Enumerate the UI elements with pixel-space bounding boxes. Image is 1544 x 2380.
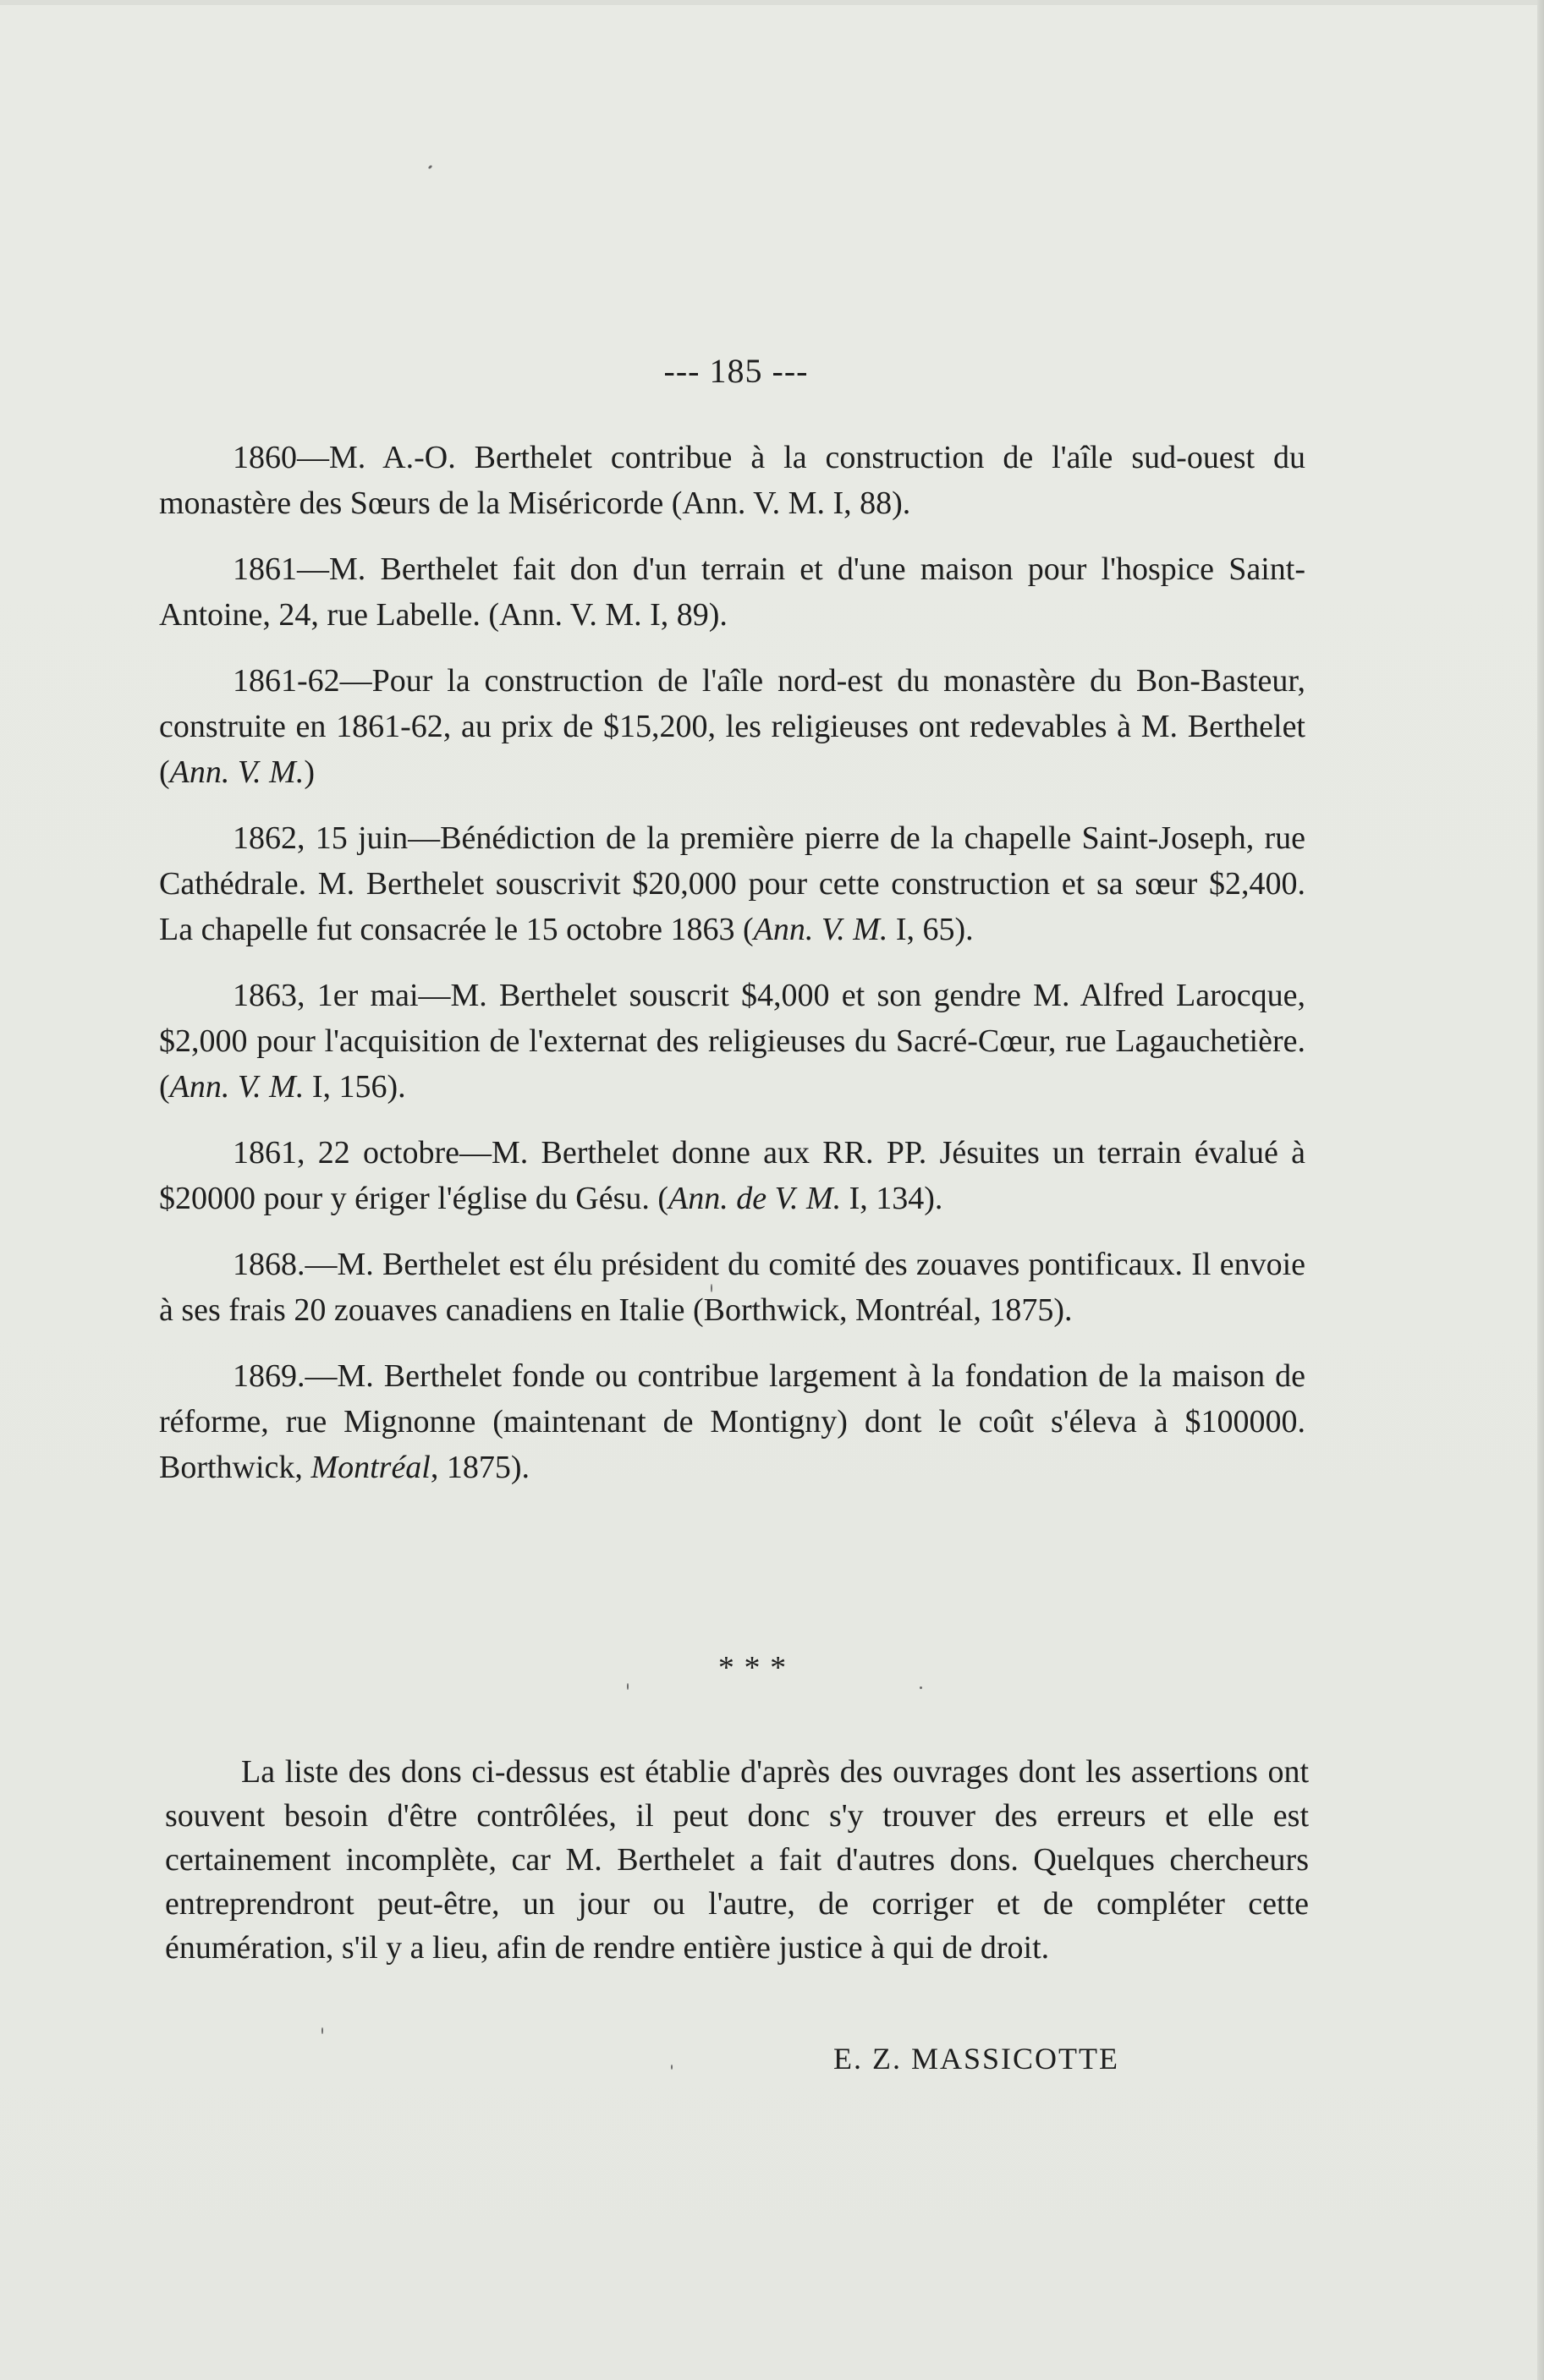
paper-speck [671,2065,673,2070]
entry-text: 1861-62—Pour la construction de l'aîle nord-est du monastère du Bon-Basteur, construite en 1861-62, au prix de $15,200, les religieuses ont redevables à M. Berthelet ( [159,663,1305,790]
paper-speck [321,2027,323,2034]
conclusion-paragraph: La liste des dons ci-dessus est établie d'après des ouvrages dont les assertions ont souvent besoin d'être contrôlées, il peut donc s'y trouver des erreurs et elle est certainement incomplète, car M. Berthelet a fait d'autres dons. Quelques chercheurs entreprendront peut-être, un jour ou l'autre, de corriger et de compléter cette énumération, s'il y a lieu, afin de rendre entière justice à qui de droit. [165,1754,1309,1966]
entry-1861-hospice [159,546,1305,638]
entry-1861-62 [159,658,1305,795]
author-signature: E. Z. MASSICOTTE [833,2042,1119,2076]
entry-text: 1868.—M. Berthelet est élu président du comité des zouaves pontificaux. Il envoie à ses frais 20 zouaves canadiens en Italie (Borthwick, Montréal, 1875). [159,1247,1305,1328]
entry-text-tail: I, 134). [841,1181,943,1216]
paper-speck [627,1683,629,1690]
entry-1861-gesu [159,1130,1305,1221]
citation-italic: Montréal [310,1450,431,1485]
entry-1863 [159,973,1305,1110]
citation-italic: Ann. de V. M. [668,1181,842,1216]
citation-italic: Ann. V. M. [169,1069,305,1105]
entry-1868 [159,1242,1305,1333]
page-right-edge [1537,0,1544,2380]
entry-1862 [159,815,1305,952]
paper-speck [711,1284,712,1292]
entry-text: 1863, 1er mai—M. Berthelet souscrit $4,000 et son gendre M. Alfred Larocque, $2,000 pour l'acquisition de l'externat des religieuses du Sacré-Cœur, rue Lagauchetière. ( [159,978,1305,1105]
entry-text: 1860—M. A.-O. Berthelet contribue à la construction de l'aîle sud-ouest du monastère des Sœurs de la Miséricorde (Ann. V. M. I, 88). [159,440,1305,521]
entry-text-tail: I, 65). [887,912,974,947]
entry-text-tail: ) [304,754,315,790]
page-number: --- 185 --- [663,352,809,390]
entry-text: 1869.—M. Berthelet fonde ou contribue largement à la fondation de la maison de réforme, rue Mignonne (maintenant de Montigny) dont le coût s'éleva à $100000. Borthwick, [159,1358,1305,1485]
citation-italic: Ann. V. M. [169,754,305,790]
citation-italic: Ann. V. M. [753,912,888,947]
entry-text-tail: , 1875). [430,1450,530,1485]
entry-text: 1861, 22 octobre—M. Berthelet donne aux RR. PP. Jésuites un terrain évalué à $20000 pour y ériger l'église du Gésu. ( [159,1135,1305,1216]
entry-text: 1861—M. Berthelet fait don d'un terrain et d'une maison pour l'hospice Saint-Antoine, 24, rue Labelle. (Ann. V. M. I, 89). [159,551,1305,633]
entry-1860 [159,435,1305,526]
entries-list [159,435,1305,1511]
entry-1869 [159,1353,1305,1490]
asterism-divider: * * * [717,1650,788,1686]
paper-speck [920,1686,922,1689]
entry-text: 1862, 15 juin—Bénédiction de la première pierre de la chapelle Saint-Joseph, rue Cathédrale. M. Berthelet souscrivit $20,000 pour cette construction et sa sœur $2,400. La chapelle fut consacrée le 15 octobre 1863 ( [159,820,1305,947]
page-top-edge [0,0,1544,5]
entry-text-tail: I, 156). [304,1069,406,1105]
